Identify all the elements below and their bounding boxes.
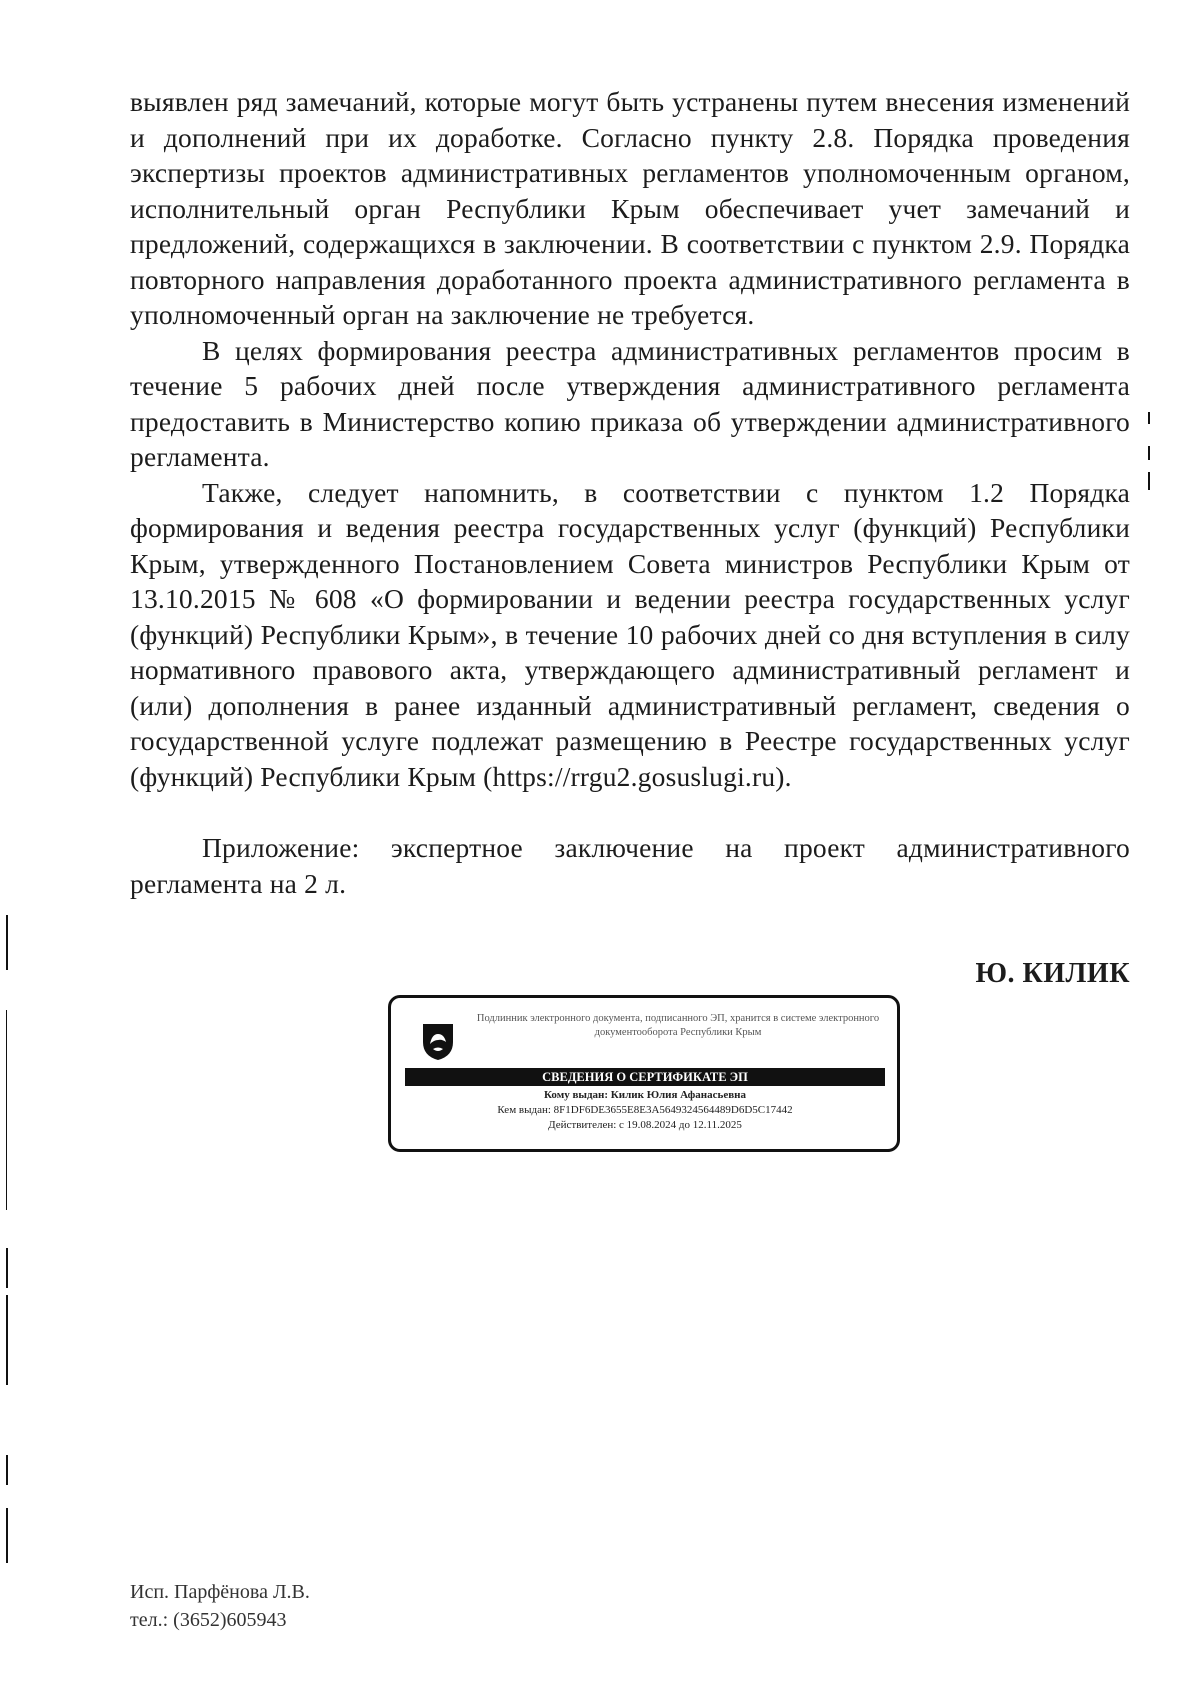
scan-mark-left-2: [6, 1010, 7, 1210]
scan-mark-right-1: [1148, 412, 1150, 424]
scan-mark-left-3: [6, 1248, 8, 1288]
executor-info: [130, 1578, 310, 1634]
scan-mark-left-1: [6, 915, 8, 970]
stamp-details: [405, 1088, 885, 1133]
letter-body: [130, 84, 1130, 901]
stamp-title: СВЕДЕНИЯ О СЕРТИФИКАТЕ ЭП: [405, 1068, 885, 1086]
executor-phone: тел.: (3652)605943: [130, 1609, 287, 1631]
scan-mark-right-3: [1148, 472, 1150, 490]
crimea-coat-of-arms-icon: [421, 1022, 455, 1062]
scan-mark-right-2: [1148, 446, 1150, 460]
electronic-signature-stamp: [388, 995, 900, 1152]
executor-name: Исп. Парфёнова Л.В.: [130, 1581, 310, 1603]
attachment-note: Приложение: экспертное заключение на проект административного регламента на 2 л.: [130, 832, 1130, 899]
certificate-serial: Кем выдан: 8F1DF6DE3655E8E3A5649324564489D6D5C17442: [497, 1104, 793, 1116]
certificate-owner: Кому выдан: Килик Юлия Афанасьевна: [543, 1089, 746, 1101]
scan-mark-left-6: [6, 1508, 8, 1563]
paragraph-registry-request: В целях формирования реестра административных регламентов просим в течение 5 рабочих дней после утверждения административного регламента предоставить в Министерство копию приказа об утверждении административного регламента.: [130, 334, 1130, 472]
certificate-validity: Действителен: с 19.08.2024 до 12.11.2025: [548, 1119, 742, 1131]
scan-mark-left-5: [6, 1455, 8, 1485]
stamp-storage-note: Подлинник электронного документа, подписанного ЭП, хранится в системе электронного документооборота Республики Крым: [476, 1013, 880, 1038]
signer-name: Ю. КИЛИК: [975, 958, 1130, 989]
paragraph-reminder: Также, следует напомнить, в соответствии с пунктом 1.2 Порядка формирования и ведения реестра государственных услуг (функций) Республики Крым, утвержденного Постановлением Совета министров Республики Крым от 13.10.2015 № 608 «О формировании и ведении реестра государственных услуг (функций) Республики Крым», в течение 10 рабочих дней со дня вступления в силу нормативного правового акта, утверждающего административный регламент и (или) дополнения в ранее изданный административный регламент, сведения о государственной услуге подлежат размещению в Реестре государственных услуг (функций) Республики Крым (https://rrgu2.gosuslugi.ru).: [130, 476, 1130, 792]
paragraph-remarks: выявлен ряд замечаний, которые могут быть устранены путем внесения изменений и дополнений при их доработке. Согласно пункту 2.8. Порядка проведения экспертизы проектов административных регламентов уполномоченным органом, исполнительный орган Республики Крым обеспечивает учет замечаний и предложений, содержащихся в заключении. В соответствии с пунктом 2.9. Порядка повторного направления доработанного проекта административного регламента в уполномоченный орган на заключение не требуется.: [130, 86, 1130, 330]
scan-mark-left-4: [6, 1295, 8, 1385]
